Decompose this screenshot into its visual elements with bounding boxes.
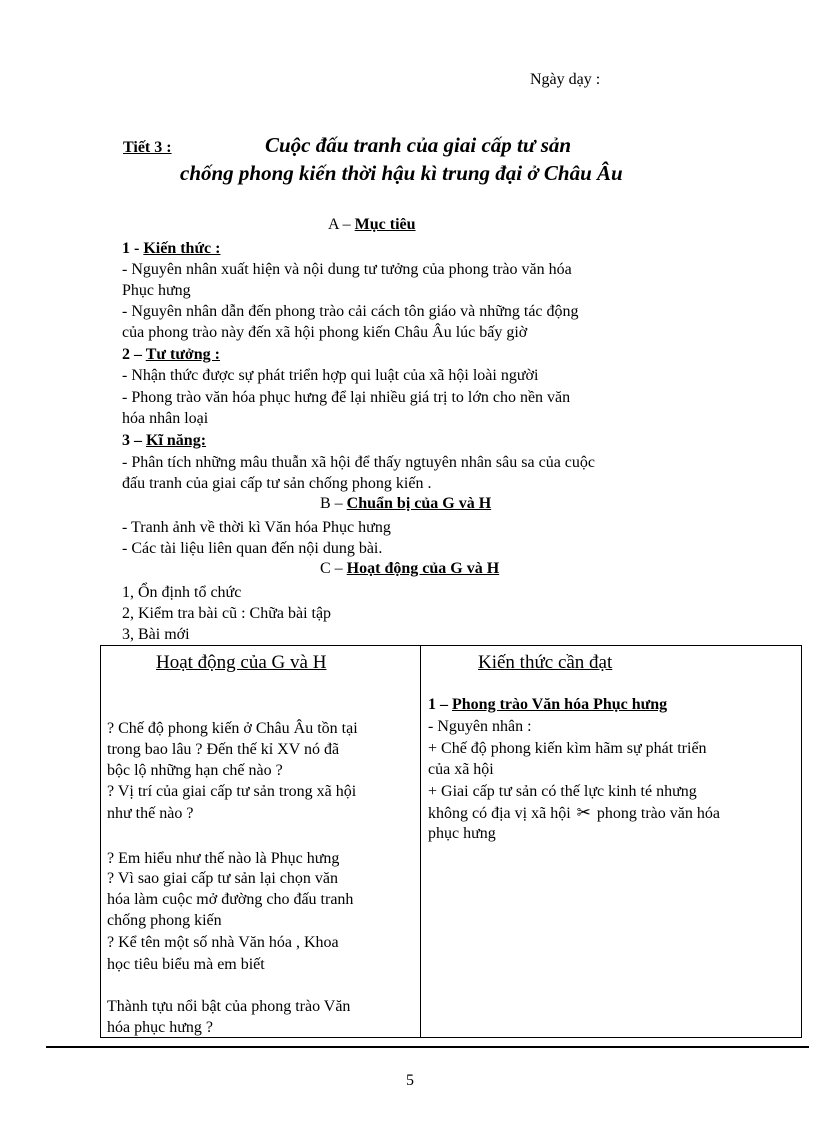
lesson-table: [100, 645, 802, 1038]
section-a-prefix: A –: [328, 216, 355, 233]
col1-line: hóa phục hưng ?: [107, 1019, 213, 1036]
col2-line: + Chế độ phong kiến kìm hãm sự phát triển: [428, 740, 707, 757]
section-b-heading: [320, 495, 491, 513]
knowledge-line: - Nguyên nhân xuất hiện và nội dung tư tưởng của phong trào văn hóa: [122, 261, 572, 278]
knowledge-prefix: 1 -: [122, 240, 144, 257]
knowledge-line: của phong trào này đến xã hội phong kiến Châu Âu lúc bấy giờ: [122, 324, 528, 341]
skills-heading: [122, 430, 206, 451]
col1-line: trong bao lâu ? Đến thế kỉ XV nó đã: [107, 741, 340, 758]
knowledge-line: - Nguyên nhân dẫn đến phong trào cải cách tôn giáo và những tác động: [122, 303, 579, 320]
col1-line: ? Em hiểu như thế nào là Phục hưng: [107, 850, 340, 867]
knowledge-title: Kiến thức :: [143, 240, 221, 257]
col1-line: chống phong kiến: [107, 912, 222, 929]
col1-line: Thành tựu nổi bật của phong trào Văn: [107, 998, 351, 1015]
skills-line: đấu tranh của giai cấp tư sản chống phong kiến .: [122, 475, 432, 492]
col2-section-title: Phong trào Văn hóa Phục hưng: [452, 696, 668, 713]
col1-line: ? Vị trí của giai cấp tư sản trong xã hội: [107, 783, 357, 800]
thought-heading: [122, 344, 220, 365]
col2-text-before-icon: không có địa vị xã hội: [428, 805, 571, 822]
title-line-1: Cuộc đấu tranh của giai cấp tư sản: [265, 133, 572, 157]
footer-rule: [46, 1046, 809, 1048]
col1-line: ? Vì sao giai cấp tư sản lại chọn văn: [107, 870, 338, 887]
section-c-prefix: C –: [320, 560, 347, 577]
col2-section-prefix: 1 –: [428, 696, 452, 713]
col2-line-with-icon: [428, 802, 720, 824]
col2-line: - Nguyên nhân :: [428, 718, 532, 735]
section-a-title: Mục tiêu: [354, 216, 416, 233]
col2-line: + Giai cấp tư sản có thế lực kinh té nhưng: [428, 783, 697, 800]
activity-line: 1, Ổn định tổ chức: [122, 584, 242, 601]
thought-line: - Nhận thức được sự phát triển hợp qui luật của xã hội loài người: [122, 367, 539, 384]
activity-line: 2, Kiểm tra bài cũ : Chữa bài tập: [122, 605, 332, 622]
col1-line: như thế nào ?: [107, 805, 194, 822]
thought-line: hóa nhân loại: [122, 410, 209, 427]
thought-prefix: 2 –: [122, 346, 146, 363]
lesson-label: Tiết 3 :: [123, 139, 172, 156]
col1-line: ? Kể tên một số nhà Văn hóa , Khoa: [107, 934, 339, 951]
col2-line: của xã hội: [428, 761, 494, 778]
col1-line: học tiêu biểu mà em biết: [107, 956, 265, 973]
col2-line: phục hưng: [428, 825, 496, 842]
col1-line: bộc lộ những hạn chế nào ?: [107, 762, 283, 779]
knowledge-line: Phục hưng: [122, 282, 191, 299]
date-label: Ngày dạy :: [530, 71, 601, 88]
skills-title: Kĩ năng:: [146, 432, 207, 449]
col2-section-heading: [428, 694, 667, 715]
col2-text-after-icon: phong trào văn hóa: [592, 805, 720, 822]
col2-header: Kiến thức cần đạt: [478, 652, 613, 673]
section-a-heading: [328, 216, 416, 234]
prep-line: - Các tài liệu liên quan đến nội dung bài.: [122, 540, 383, 557]
page-number: 5: [406, 1072, 414, 1089]
prep-line: - Tranh ảnh về thời kì Văn hóa Phục hưng: [122, 519, 391, 536]
section-b-title: Chuẩn bị của G và H: [346, 495, 492, 512]
knowledge-heading: [122, 238, 220, 259]
col1-line: hóa làm cuộc mở đường cho đấu tranh: [107, 891, 354, 908]
title-line-2: chống phong kiến thời hậu kì trung đại ở Châu Âu: [180, 161, 623, 185]
table-column-divider: [420, 646, 421, 1037]
section-c-title: Hoạt động của G và H: [346, 560, 500, 577]
thought-line: - Phong trào văn hóa phục hưng để lại nhiều giá trị to lớn cho nền văn: [122, 389, 571, 406]
col1-header: Hoạt động của G và H: [156, 652, 327, 673]
col1-line: ? Chế độ phong kiến ở Châu Âu tồn tại: [107, 720, 358, 737]
section-c-heading: [320, 560, 499, 578]
section-b-prefix: B –: [320, 495, 347, 512]
scissors-icon: ✂: [576, 803, 591, 822]
activity-line: 3, Bài mới: [122, 626, 190, 643]
skills-prefix: 3 –: [122, 432, 146, 449]
thought-title: Tư tưởng :: [145, 346, 221, 363]
skills-line: - Phân tích những mâu thuẫn xã hội để thấy ngtuyên nhân sâu sa của cuộc: [122, 454, 595, 471]
